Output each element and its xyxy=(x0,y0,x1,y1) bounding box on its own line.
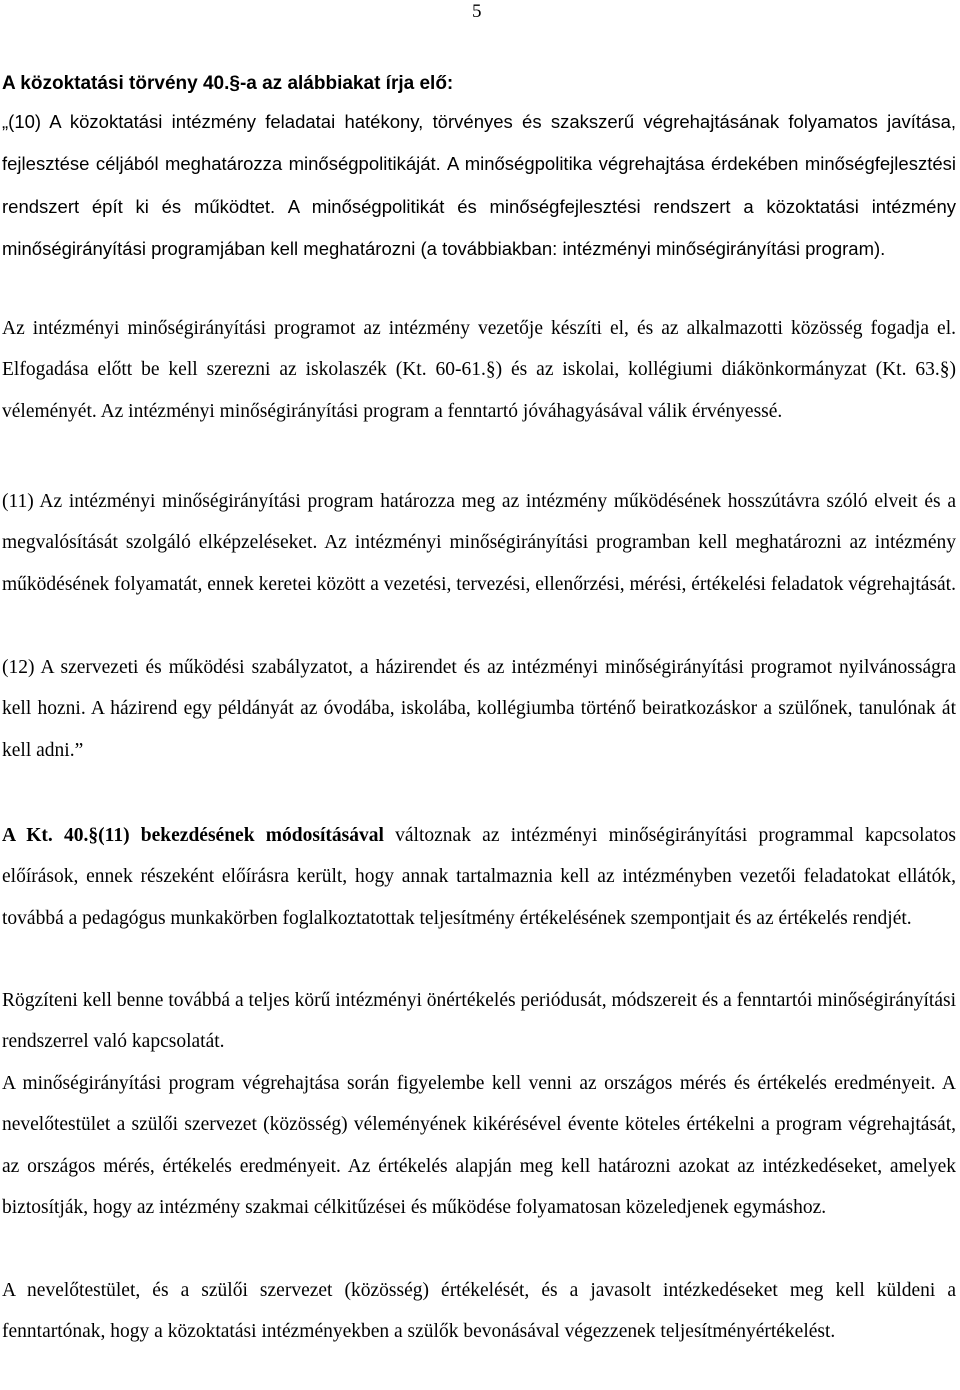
paragraph-10 xyxy=(2,101,956,270)
paragraph-11-label: (11) xyxy=(2,491,34,512)
measurement-paragraph xyxy=(2,1063,956,1228)
paragraph-10-sentence-b: A minőségpolitika végrehajtása érdekében minőségfejlesztési rendszert épít ki és működtet. xyxy=(2,153,956,217)
paragraph-10-sentence-d: Az intézményi minőségirányítási programot az intézmény vezetője készíti el, és az alkalmazotti közösség fogadja el. Elfogadása előtt be kell szerezni az iskolaszék (Kt. 60-61.§) és az iskolai, kollégiumi diákönkormányzat (Kt. 63.§) véleményét. xyxy=(2,318,956,422)
reporting-text: A nevelőtestület, és a szülői szervezet (közösség) értékelését, és a javasolt intézkedéseket meg kell küldeni a fenntartónak, hogy a közoktatási intézményekben a szülők bevonásával végezzenek teljesítményértékelést. xyxy=(2,1280,956,1343)
paragraph-12-label: (12) xyxy=(2,657,35,678)
self-evaluation-text: Rögzíteni kell benne továbbá a teljes körű intézményi önértékelés periódusát, módszereit és a fenntartói minőségirányítási rendszerrel való kapcsolatát. xyxy=(2,990,956,1053)
section-heading: A közoktatási törvény 40.§-a az alábbiakat írja elő: xyxy=(2,73,454,94)
paragraph-12-text: A szervezeti és működési szabályzatot, a házirendet és az intézményi minőségirányítási programot nyilvánosságra kell hozni. A házirend egy példányát az óvodába, iskolába, kollégiumba történő beiratkozáskor a szülőnek, tanulónak át kell adni.” xyxy=(2,657,956,761)
amendment-text: változnak az intézményi minőségirányítási programmal kapcsolatos előírások, ennek részeként előírásra került, hogy annak tartalmaznia kell az intézményben vezetői feladatokat ellátók, továbbá a pedagógus munkakörben foglalkoztatottak teljesítmény értékelésének szempontjait és az értékelés rendjét. xyxy=(2,825,957,929)
amendment-paragraph xyxy=(2,815,956,939)
measurement-text: A minőségirányítási program végrehajtása során figyelembe kell venni az országos mérés és értékelés eredményeit. A nevelőtestület a szülői szervezet (közösség) véleményének kikérésével évente köteles értékelni a program végrehajtását, az országos mérés, értékelés eredményeit. Az értékelés alapján meg kell határozni azokat az intézkedéseket, amelyek biztosítják, hogy az intézmény szakmai célkitűzései és működése folyamatosan közeledjenek egymáshoz. xyxy=(2,1073,956,1218)
reporting-paragraph xyxy=(2,1270,956,1353)
paragraph-10-sentence-a: „(10) A közoktatási intézmény feladatai hatékony, törvényes és szakszerű végrehajtásának folyamatos javítása, fejlesztése céljából meghatározza minőségpolitikáját. xyxy=(2,111,956,175)
paragraph-10-continued xyxy=(2,308,956,432)
paragraph-10-sentence-e: Az intézményi minőségirányítási program a fenntartó jóváhagyásával válik érvényessé. xyxy=(100,400,783,422)
paragraph-11-text: Az intézményi minőségirányítási program határozza meg az intézmény működésének hosszútávra szóló elveit és a megvalósítását szolgáló elképzeléseket. Az intézményi minőségirányítási programban kell meghatározni az intézmény működésének folyamatát, ennek keretei között a vezetési, tervezési, ellenőrzési, mérési, értékelési feladatok végrehajtását. xyxy=(2,491,956,595)
paragraph-12 xyxy=(2,647,956,771)
amendment-bold-lead: A Kt. 40.§(11) bekezdésének módosításával xyxy=(2,825,384,846)
self-evaluation-paragraph xyxy=(2,980,956,1063)
page-number: 5 xyxy=(472,1,482,22)
paragraph-10-sentence-c: A minőségpolitikát és minőségfejlesztési rendszert a közoktatási intézmény minőségirányítási programjában kell meghatározni (a továbbiakban: intézményi minőségirányítási program). xyxy=(2,195,957,259)
paragraph-11 xyxy=(2,481,956,605)
